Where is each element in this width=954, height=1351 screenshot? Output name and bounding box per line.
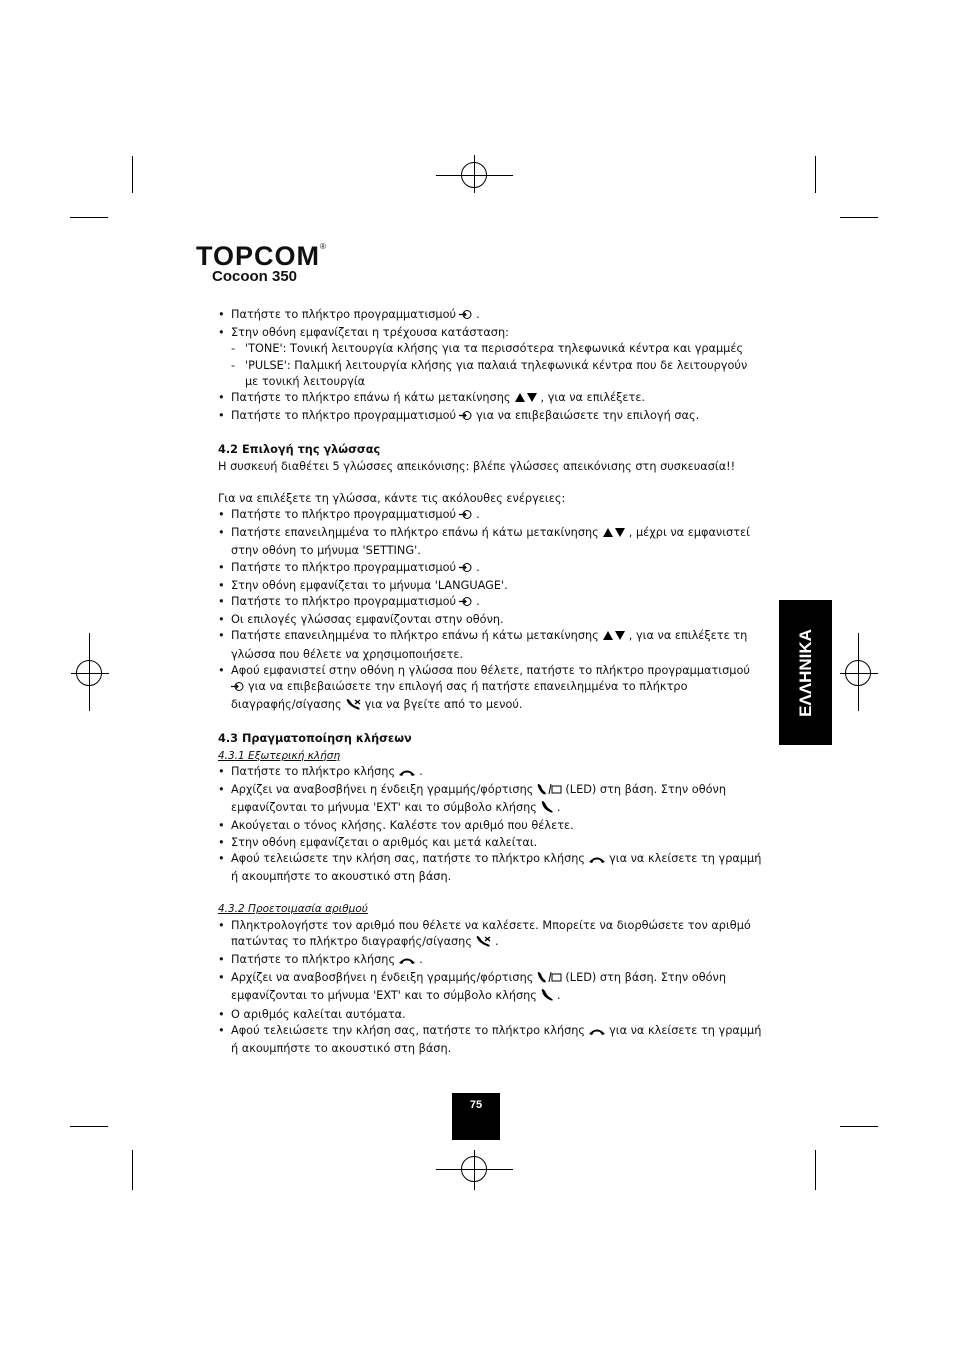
paragraph: Για να επιλέξετε τη γλώσσα, κάντε τις ακόλουθες ενέργειες: [218, 491, 566, 505]
list-item: - 'PULSE': Παλμική λειτουργία κλήσης για παλαιά τηλεφωνικά κέντρα που δε λειτουργούν με τονική λειτουργία [218, 358, 748, 390]
list-item: • Πληκτρολογήστε τον αριθμό που θέλετε να καλέσετε. Μπορείτε να διορθώσετε τον αριθμό [218, 918, 748, 934]
list-item: • Οι επιλογές γλώσσας εμφανίζονται στην οθόνη. [218, 612, 748, 628]
up-down-arrows-icon [602, 630, 626, 646]
language-tab: ΕΛΛΗΝΙΚΑ [779, 600, 832, 745]
main-content [218, 307, 762, 1057]
list-item-cont: στην οθόνη το μήνυμα 'SETTING'. [231, 544, 421, 558]
line-charge-led-icon [536, 971, 562, 988]
delete-mute-key-icon [345, 698, 362, 715]
call-key-icon [588, 853, 606, 869]
page-number-box [452, 1093, 500, 1140]
program-key-icon [459, 562, 473, 578]
ext-handset-icon [540, 989, 554, 1006]
program-key-icon [459, 309, 473, 325]
line-charge-led-icon [536, 783, 562, 800]
section-heading: 4.2 Επιλογή της γλώσσας [218, 443, 381, 457]
list-item-cont: πατώντας το πλήκτρο διαγραφής/σίγασης . [218, 934, 748, 952]
program-key-icon [459, 410, 473, 426]
up-down-arrows-icon [514, 392, 538, 408]
list-item: • Αφού τελειώσετε την κλήση σας, πατήστε το πλήκτρο κλήσης για να κλείσετε τη γραμμή [218, 1023, 748, 1041]
list-item-cont: ή ακουμπήστε το ακουστικό στη βάση. [231, 870, 452, 884]
list-item-cont: διαγραφής/σίγασης για να βγείτε από το μενού. [218, 697, 748, 715]
list-item: • Ακούγεται ο τόνος κλήσης. Καλέστε τον αριθμό που θέλετε. [218, 818, 748, 834]
section-heading: 4.3 Πραγματοποίηση κλήσεων [218, 732, 412, 746]
list-item: • Ο αριθμός καλείται αυτόματα. [218, 1007, 748, 1023]
ext-handset-icon [540, 801, 554, 818]
program-key-icon [231, 681, 245, 697]
list-item: • Πατήστε το πλήκτρο προγραμματισμού για να επιβεβαιώσετε την επιλογή σας. [218, 408, 748, 426]
list-item-cont: γλώσσα που θέλετε να χρησιμοποιήσετε. [231, 647, 464, 661]
subsection-heading: 4.3.2 Προετοιμασία αριθμού [218, 903, 368, 916]
list-item: • Πατήστε επανειλημμένα το πλήκτρο επάνω ή κάτω μετακίνησης , μέχρι να εμφανιστεί [218, 525, 748, 543]
list-item: • Στην οθόνη εμφανίζεται το μήνυμα 'LANGUAGE'. [218, 578, 748, 594]
call-key-icon [588, 1025, 606, 1041]
list-item: • Πατήστε το πλήκτρο κλήσης . [218, 764, 748, 782]
list-item-cont: ή ακουμπήστε το ακουστικό στη βάση. [231, 1041, 452, 1055]
list-item: • Στην οθόνη εμφανίζεται η τρέχουσα κατάσταση: [218, 325, 748, 341]
up-down-arrows-icon [602, 527, 626, 543]
call-key-icon [398, 766, 416, 782]
list-item: • Στην οθόνη εμφανίζεται ο αριθμός και μετά καλείται. [218, 835, 748, 851]
list-item-cont: εμφανίζονται το μήνυμα 'EXT' και το σύμβολο κλήσης . [218, 800, 748, 818]
list-item: • Πατήστε το πλήκτρο κλήσης . [218, 952, 748, 970]
list-item: • Πατήστε το πλήκτρο επάνω ή κάτω μετακίνησης , για να επιλέξετε. [218, 390, 748, 408]
list-item: • Αφού τελειώσετε την κλήση σας, πατήστε το πλήκτρο κλήσης για να κλείσετε τη γραμμή [218, 851, 748, 869]
list-item: • Πατήστε το πλήκτρο προγραμματισμού . [218, 307, 748, 325]
delete-mute-key-icon [475, 935, 492, 952]
list-item-cont: για να επιβεβαιώσετε την επιλογή σας ή πατήστε επανειλημμένα το πλήκτρο [218, 679, 748, 697]
list-item: • Πατήστε επανειλημμένα το πλήκτρο επάνω ή κάτω μετακίνησης , για να επιλέξετε τη [218, 628, 748, 646]
call-key-icon [398, 954, 416, 970]
topcom-logo: TOPCOM® [196, 241, 327, 271]
page-number: 75 [469, 1099, 483, 1111]
list-item-cont: εμφανίζονται το μήνυμα 'EXT' και το σύμβολο κλήσης . [218, 988, 748, 1006]
list-item: • Αφού εμφανιστεί στην οθόνη η γλώσσα που θέλετε, πατήστε το πλήκτρο προγραμματισμού [218, 663, 748, 679]
list-item: - 'TONE': Τονική λειτουργία κλήσης για τα περισσότερα τηλεφωνικά κέντρα και γραμμές [218, 341, 748, 357]
list-item: • Αρχίζει να αναβοσβήνει η ένδειξη γραμμής/φόρτισης (LED) στη βάση. Στην οθόνη [218, 782, 748, 800]
list-item: • Αρχίζει να αναβοσβήνει η ένδειξη γραμμής/φόρτισης (LED) στη βάση. Στην οθόνη [218, 970, 748, 988]
program-key-icon [459, 596, 473, 612]
list-item: • Πατήστε το πλήκτρο προγραμματισμού . [218, 560, 748, 578]
list-item: • Πατήστε το πλήκτρο προγραμματισμού . [218, 507, 748, 525]
subsection-heading: 4.3.1 Εξωτερική κλήση [218, 749, 341, 762]
paragraph: Η συσκευή διαθέτει 5 γλώσσες απεικόνισης: βλέπε γλώσσες απεικόνισης στη συσκευασία!! [218, 459, 736, 473]
list-item: • Πατήστε το πλήκτρο προγραμματισμού . [218, 594, 748, 612]
program-key-icon [459, 509, 473, 525]
model-name: Cocoon 350 [212, 268, 298, 285]
